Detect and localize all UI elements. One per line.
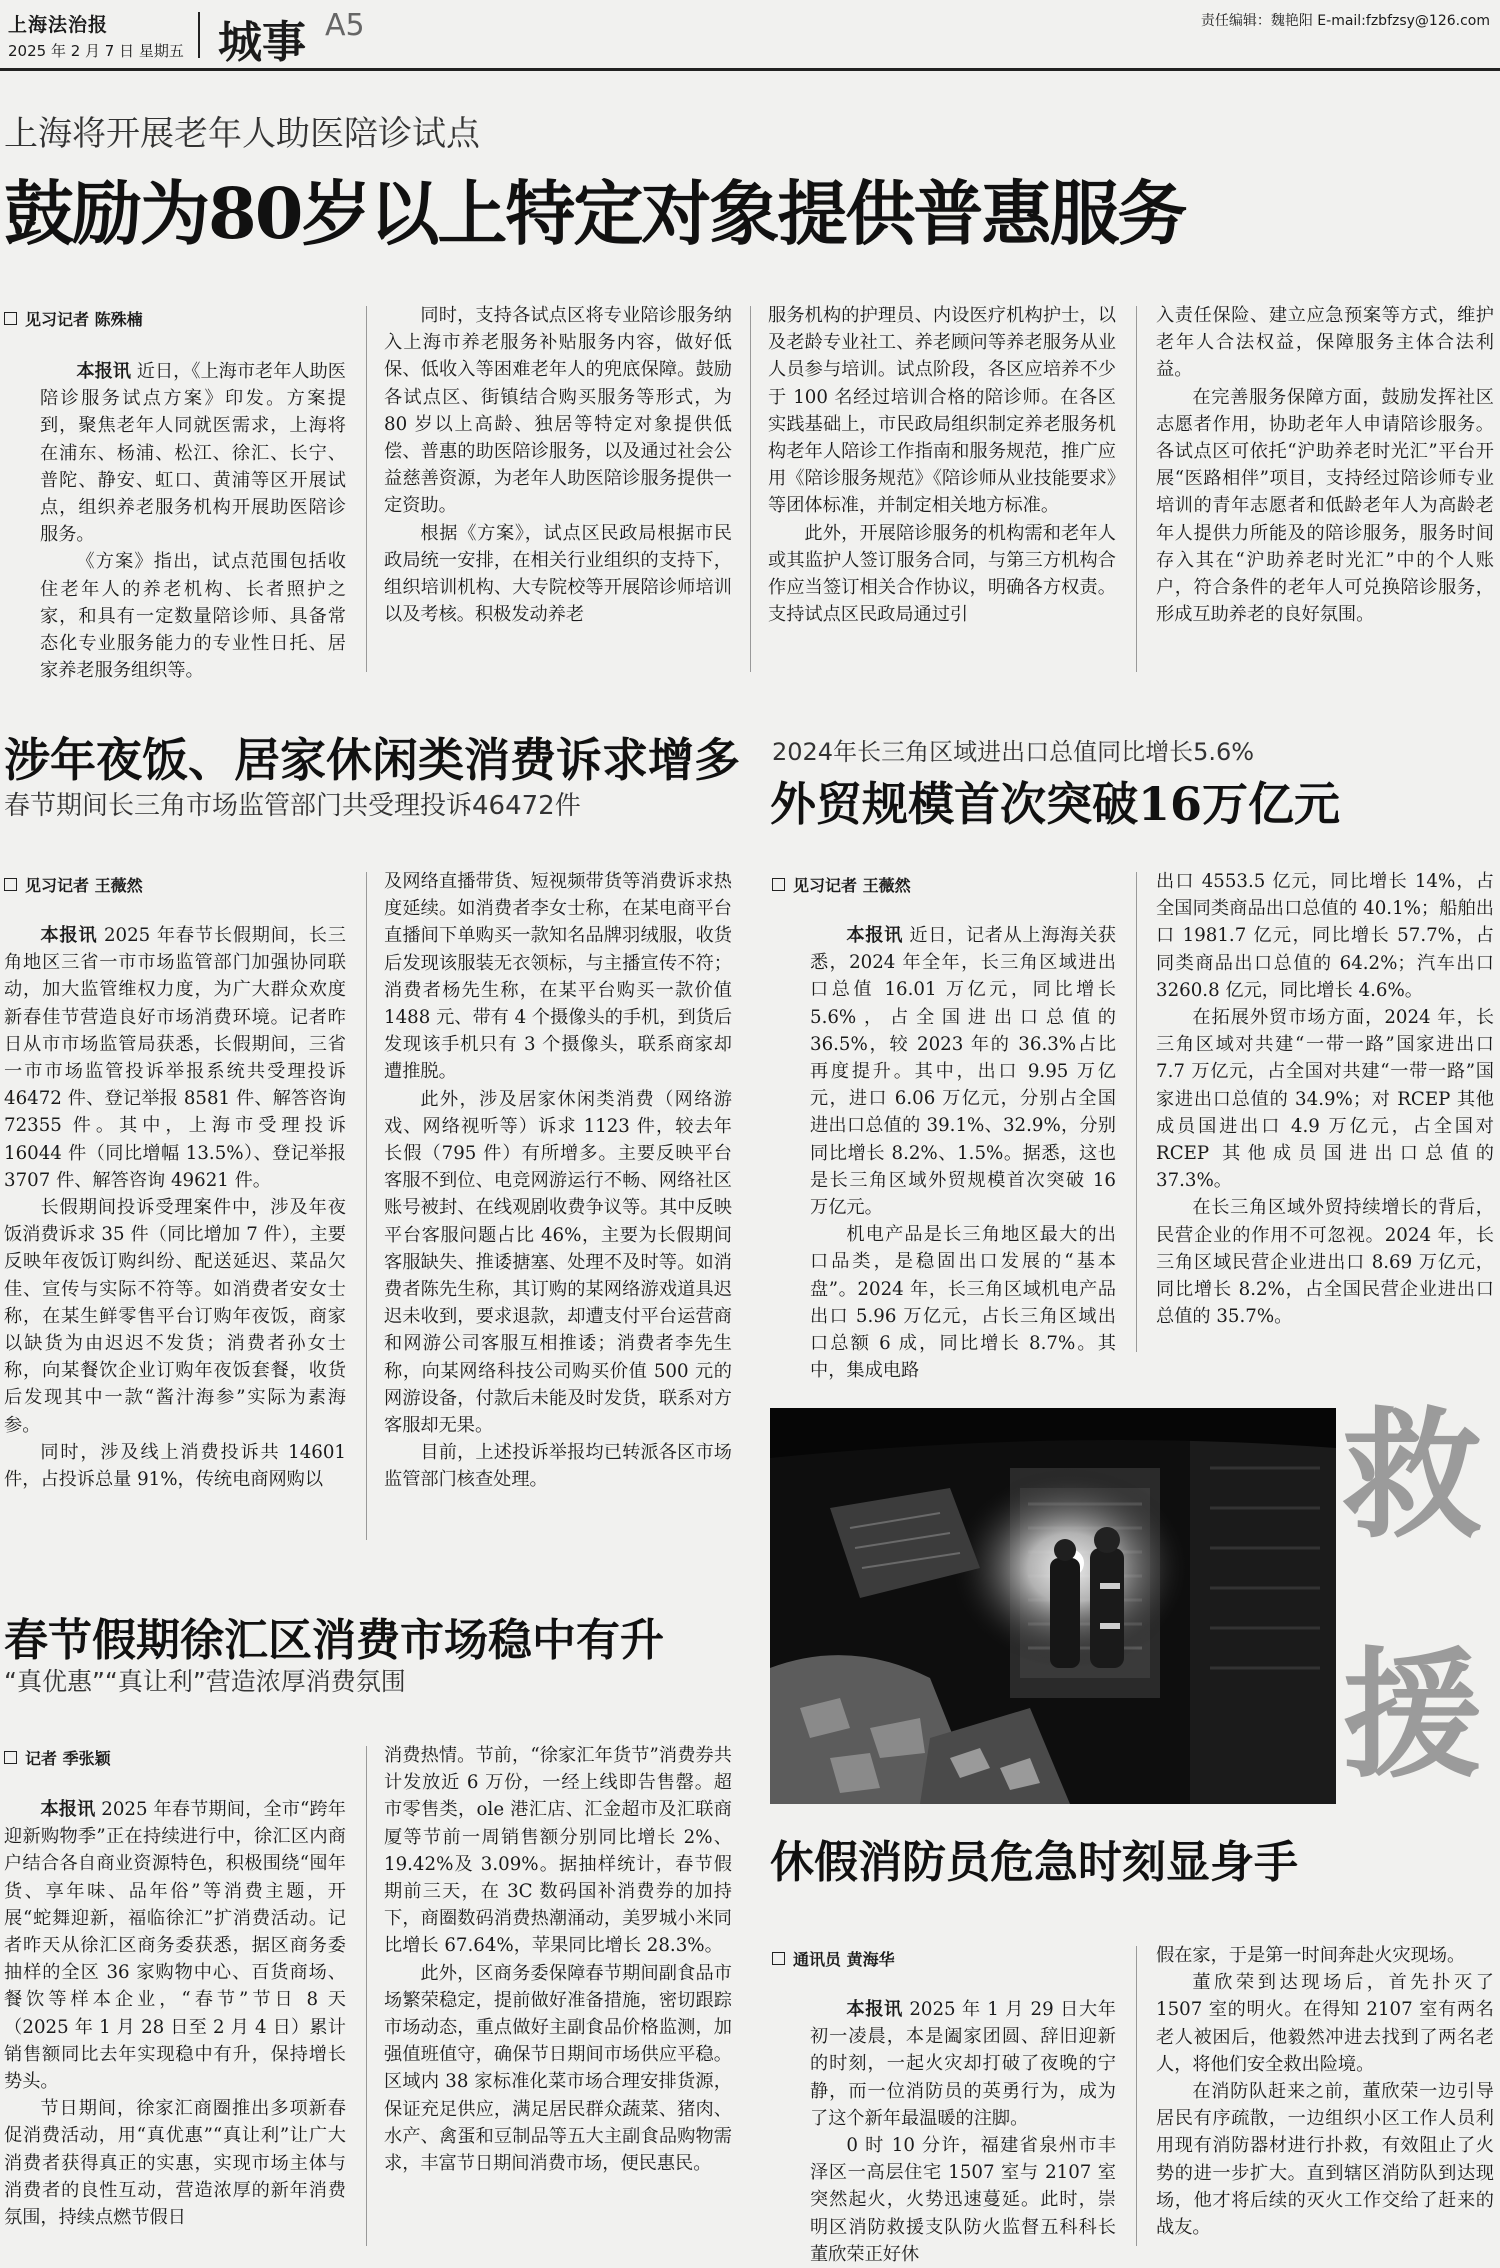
article1-column	[40, 358, 346, 682]
byline-text: 记者 季张颖	[25, 1749, 111, 1768]
paragraph	[4, 1796, 346, 2095]
paragraph-text: 在长三角区域外贸持续增长的背后，民营企业的作用不可忽视。2024 年，长三角区域民营企业进出口 8.69 万亿元，同比增长 8.2%，占全国民营企业进出口总值的 35.7%。	[1156, 1197, 1494, 1328]
paragraph	[384, 302, 732, 520]
article1-column	[384, 302, 732, 674]
paragraph-text: 在完善服务保障方面，鼓励发挥社区志愿者作用，协助老年人申请陪诊服务。各试点区可依托“沪助养老时光汇”平台开展“医路相伴”项目，支持经过陪诊师专业培训的青年志愿者和低龄老年人为高龄老年人提供力所能及的陪诊服务，服务时间存入其在“沪助养老时光汇”中的个人账户，符合条件的老年人可兑换陪诊服务，形成互助养老的良好氛围。	[1156, 386, 1494, 626]
dateline: 本报讯	[40, 925, 98, 946]
byline-box-icon	[772, 878, 785, 891]
paragraph-text: 在消防队赶来之前，董欣荣一边引导居民有序疏散，一边组织小区工作人员利用现有消防器材进行扑救，有效阻止了火势的进一步扩大。直到辖区消防队到达现场，他才将后续的灭火工作交给了赶来的战友。	[1156, 2081, 1494, 2239]
paragraph-text: 此外，区商务委保障春节期间副食品市场繁荣稳定，提前做好准备措施，密切跟踪市场动态，重点做好主副食品价格监测，加强值班值守，确保节日期间市场供应平稳。区域内 38 家标准化菜市场合理安排货源，保证充足供应，满足居民群众蔬菜、猪肉、水产、禽蛋和豆制品等五大主副食品购物需求，丰富节日期间消费市场，便民惠民。	[384, 1962, 732, 2175]
dateline: 本报讯	[846, 1999, 903, 2020]
article3-kicker: 2024年长三角区域进出口总值同比增长5.6%	[772, 738, 1255, 766]
article5-byline	[772, 1947, 895, 1970]
newspaper-logo: 上海法治报	[8, 14, 109, 36]
paragraph	[4, 922, 346, 1194]
paragraph	[4, 2095, 346, 2231]
article2-headline: 涉年夜饭、居家休闲类消费诉求增多	[4, 733, 740, 787]
column-divider	[1136, 306, 1137, 672]
article5-column	[1156, 1942, 1494, 2248]
paragraph-text: 机电产品是长三角地区最大的出口品类，是稳固出口发展的“基本盘”。2024 年，长三角区域机电产品出口 5.96 万亿元，占长三角区域出口总额 6 成，同比增长 8.7%。其中，集成电路	[810, 1224, 1116, 1382]
byline-text: 见习记者 陈殊楠	[25, 310, 143, 329]
paragraph	[4, 1194, 346, 1439]
paragraph-text: 此外，涉及居家休闲类消费（网络游戏、网络视听等）诉求 1123 件，较去年长假（795 件）有所增多。主要反映平台客服不到位、电竞网游运行不畅、网络社区账号被封、在线观剧收费争议等。其中反映平台客服问题占比 46%，主要为长假期间客服缺失、推诿搪塞、处理不及时等。如消费者陈先生称，其订购的某网络游戏道具迟迟未收到，要求退款，却遭支付平台运营商和网游公司客服互相推诿；消费者李先生称，向某网络科技公司购买价值 500 元的网游设备，付款后未能及时发货，联系对方客服却无果。	[384, 1088, 732, 1437]
article5-column	[810, 1996, 1116, 2265]
paragraph-text: 消费热情。节前，“徐家汇年货节”消费券共计发放近 6 万份，一经上线即告售罄。超市零售类，ole 港汇店、汇金超市及汇联商厦等节前一周销售额分别同比增长 2%、19.42%及 3.09%。据抽样统计，春节假期前三天，在 3C 数码国补消费券的加持下，商圈数码消费热潮涌动，美罗城小米同比增长 67.64%，苹果同比增长 28.3%。	[384, 1745, 732, 1957]
byline-text: 见习记者 王薇然	[25, 876, 143, 895]
article2-byline	[4, 873, 143, 896]
paragraph	[384, 520, 732, 629]
paragraph	[384, 1742, 732, 1960]
paragraph-text: 同时，支持各试点区将专业陪诊服务纳入上海市养老服务补贴服务内容，做好低保、低收入等困难老年人的兜底保障。鼓励各试点区、街镇结合购买服务等形式，为 80 岁以上高龄、独居等特定对象提供低偿、普惠的助医陪诊服务，以及通过社会公益慈善资源，为老年人助医陪诊服务提供一定资助。	[384, 305, 732, 517]
article4-column	[384, 1742, 732, 2248]
column-divider	[1136, 872, 1137, 1352]
column-divider	[750, 306, 751, 672]
paragraph	[40, 548, 346, 684]
paragraph	[810, 2132, 1116, 2268]
issue-date: 2025 年 2 月 7 日 星期五	[8, 42, 184, 60]
page-number: A5	[325, 8, 365, 43]
paragraph-text: 《方案》指出，试点范围包括收住老年人的养老机构、长者照护之家，和具有一定数量陪诊师、具备常态化专业服务能力的专业性日托、居家养老服务组织等。	[40, 551, 346, 682]
firefighter-photo-illustration	[770, 1408, 1336, 1804]
paragraph	[40, 358, 346, 548]
column-divider	[1136, 1946, 1137, 2246]
editor-credit: 责任编辑：魏艳阳 E-mail:fzbfzsy@126.com	[1200, 13, 1490, 29]
article2-column	[384, 868, 732, 1544]
paragraph	[384, 868, 732, 1086]
article4-column	[4, 1796, 346, 2248]
paragraph-text: 目前，上述投诉举报均已转派各区市场监管部门核查处理。	[384, 1442, 732, 1491]
article1-column	[1156, 302, 1494, 674]
article3-column	[1156, 868, 1494, 1354]
paragraph	[1156, 1942, 1494, 1969]
caption-character: 援	[1342, 1634, 1483, 1798]
paragraph	[1156, 2078, 1494, 2241]
dateline: 本报讯	[846, 925, 903, 946]
paragraph-text: 董欣荣到达现场后，首先扑灭了 1507 室的明火。在得知 2107 室有两名老人被困后，他毅然冲进去找到了两名老人，将他们安全救出险境。	[1156, 1972, 1494, 2075]
article3-headline: 外贸规模首次突破16万亿元	[770, 777, 1341, 831]
paragraph	[1156, 1004, 1494, 1194]
paragraph-text: 0 时 10 分许，福建省泉州市丰泽区一高层住宅 1507 室与 2107 室突然起火，火势迅速蔓延。此时，崇明区消防救援支队防火监督五科科长董欣荣正好休	[810, 2135, 1116, 2265]
paragraph-text: 同时，涉及线上消费投诉共 14601 件，占投诉总量 91%，传统电商网购以	[4, 1441, 346, 1491]
masthead-divider	[198, 12, 200, 58]
article4-byline	[4, 1746, 111, 1769]
paragraph-text: 根据《方案》，试点区民政局根据市民政局统一安排，在相关行业组织的支持下，组织培训机构、大专院校等开展陪诊师培训以及考核。积极发动养老	[384, 522, 732, 626]
article2-subhead: 春节期间长三角市场监管部门共受理投诉46472件	[4, 791, 581, 821]
paragraph-text: 2025 年春节期间，全市“跨年迎新购物季”正在持续进行中，徐汇区内商户结合各自商业资源特色，积极围绕“囤年货、享年味、品年俗”等消费主题，开展“蛇舞迎新，福临徐汇”扩消费活动。记者昨天从徐汇区商务委获悉，据区商务委抽样的全区 36 家购物中心、百货商场、餐饮等样本企业，“春节”节日 8 天（2025 年 1 月 28 日至 2 月 4 日）累计销售额同比去年实现稳中有升，保持增长势头。	[4, 1799, 346, 2093]
article1-column	[768, 302, 1116, 674]
paragraph-text: 此外，开展陪诊服务的机构需和老年人或其监护人签订服务合同，与第三方机构合作应当签订相关合作协议，明确各方权责。支持试点区民政局通过引	[768, 522, 1116, 626]
paragraph	[4, 1439, 346, 1493]
article2-column	[4, 922, 346, 1544]
paragraph	[384, 1960, 732, 2178]
paragraph	[810, 1221, 1116, 1384]
paragraph-text: 近日，《上海市老年人助医陪诊服务试点方案》印发。方案提到，聚焦老年人同就医需求，上海将在浦东、杨浦、松江、徐汇、长宁、普陀、静安、虹口、黄浦等区开展试点，组织养老服务机构开展助医陪诊服务。	[40, 361, 346, 546]
dateline: 本报讯	[40, 1799, 96, 1820]
paragraph-text: 节日期间，徐家汇商圈推出多项新春促消费活动，用“真优惠”“真让利”让广大消费者获得真正的实惠，实现市场主体与消费者的良性互动，营造浓厚的新年消费氛围，持续点燃节假日	[4, 2098, 346, 2229]
paragraph	[768, 520, 1116, 629]
paragraph	[810, 1996, 1116, 2132]
byline-box-icon	[4, 878, 17, 891]
article1-kicker: 上海将开展老年人助医陪诊试点	[4, 114, 480, 154]
paragraph	[810, 922, 1116, 1221]
paragraph	[1156, 384, 1494, 629]
paragraph	[1156, 1194, 1494, 1330]
paragraph-text: 假在家，于是第一时间奔赴火灾现场。	[1156, 1945, 1466, 1966]
article1-headline: 鼓励为80岁以上特定对象提供普惠服务	[4, 172, 1186, 255]
paragraph	[384, 1086, 732, 1440]
column-divider	[366, 306, 367, 672]
paragraph-text: 在拓展外贸市场方面，2024 年，长三角区域对共建“一带一路”国家进出口 7.7 万亿元，占全国对共建“一带一路”国家进出口总值的 34.9%；对 RCEP 其他成员国进出口 4.9 万亿元，占全国对 RCEP 其他成员国进出口总值的 37.3%。	[1156, 1007, 1494, 1192]
section-name: 城事	[218, 17, 306, 68]
article4-headline: 春节假期徐汇区消费市场稳中有升	[4, 1615, 664, 1666]
byline-box-icon	[4, 312, 17, 325]
paragraph-text: 入责任保险、建立应急预案等方式，维护老年人合法权益，保障服务主体合法利益。	[1156, 305, 1494, 381]
paragraph	[1156, 1969, 1494, 2078]
column-divider	[366, 1746, 367, 2246]
paragraph-text: 2025 年春节长假期间，长三角地区三省一市市场监管部门加强协同联动，加大监管维权力度，为广大群众欢度新春佳节营造良好市场消费环境。记者昨日从市市场监管局获悉，长假期间，三省一市市场监管投诉举报系统共受理投诉 46472 件、登记举报 8581 件、解答咨询 72355 件。其中，上海市受理投诉 16044 件（同比增幅 13.5%）、登记举报 3707 件、解答咨询 49621 件。	[4, 925, 346, 1191]
article5-headline: 休假消防员危急时刻显身手	[770, 1837, 1298, 1888]
paragraph	[1156, 302, 1494, 384]
article4-subhead: “真优惠”“真让利”营造浓厚消费氛围	[4, 1667, 406, 1696]
article3-column	[810, 922, 1116, 1382]
paragraph	[1156, 868, 1494, 1004]
paragraph	[768, 302, 1116, 520]
paragraph-text: 服务机构的护理员、内设医疗机构护士，以及老龄专业社工、养老顾问等养老服务从业人员参与培训。试点阶段，各区应培养不少于 100 名经过培训合格的陪诊师。在各区实践基础上，市民政局组织制定养老服务机构老年人陪诊工作指南和服务规范，推广应用《陪诊服务规范》《陪诊师从业技能要求》等团体标准，并制定相关地方标准。	[768, 305, 1116, 517]
article3-byline	[772, 873, 911, 896]
byline-text: 通讯员 黄海华	[793, 1950, 895, 1969]
dateline: 本报讯	[76, 361, 131, 382]
caption-character: 救	[1342, 1394, 1483, 1558]
paragraph-text: 及网络直播带货、短视频带货等消费诉求热度延续。如消费者李女士称，在某电商平台直播间下单购买一款知名品牌羽绒服，收货后发现该服装无衣领标，与主播宣传不符；消费者杨先生称，在某平台购买一款价值 1488 元、带有 4 个摄像头的手机，到货后发现该手机只有 3 个摄像头，联系商家却遭推脱。	[384, 871, 733, 1083]
byline-text: 见习记者 王薇然	[793, 876, 911, 895]
paragraph-text: 出口 4553.5 亿元，同比增长 14%，占全国同类商品出口总值的 40.1%；船舶出口 1981.7 亿元，同比增长 57.7%，占同类商品出口总值的 64.2%；汽车出口 3260.8 亿元，同比增长 4.6%。	[1156, 871, 1494, 1001]
paragraph	[384, 1439, 732, 1493]
byline-box-icon	[4, 1751, 17, 1764]
paragraph-text: 2025 年 1 月 29 日大年初一凌晨，本是阖家团圆、辞旧迎新的时刻，一起火灾却打破了夜晚的宁静，而一位消防员的英勇行为，成为了这个新年最温暖的注脚。	[810, 1999, 1116, 2129]
masthead-rule	[0, 68, 1500, 71]
byline-box-icon	[772, 1952, 785, 1965]
column-divider	[366, 872, 367, 1540]
paragraph-text: 长假期间投诉受理案件中，涉及年夜饭消费诉求 35 件（同比增加 7 件），主要反映年夜饭订购纠纷、配送延迟、菜品欠佳、宣传与实际不符等。如消费者安女士称，在某生鲜零售平台订购年夜饭，商家以缺货为由迟迟不发货；消费者孙女士称，向某餐饮企业订购年夜饭套餐，收货后发现其中一款“酱汁海参”实际为素海参。	[4, 1197, 346, 1436]
rescue-photo	[770, 1408, 1336, 1804]
paragraph-text: 近日，记者从上海海关获悉，2024 年全年，长三角区域进出口总值 16.01 万亿元，同比增长 5.6%，占全国进出口总值的 36.5%，较 2023 年的 36.3%占比再度提升。其中，出口 9.95 万亿元，进口 6.06 万亿元，分别占全国进出口总值的 39.1%、32.9%，分别同比增长 8.2%、1.5%。据悉，这也是长三角区域外贸规模首次突破 16 万亿元。	[810, 925, 1116, 1219]
article1-byline	[4, 307, 143, 330]
